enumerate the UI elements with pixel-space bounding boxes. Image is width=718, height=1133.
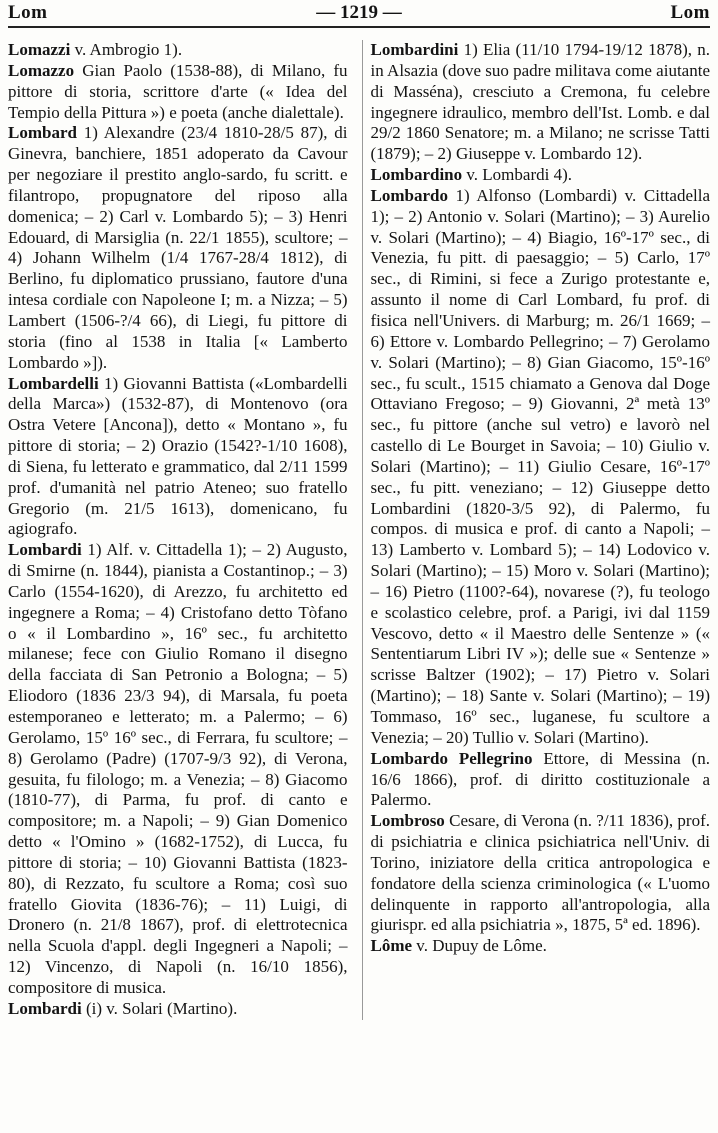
entry-text: 1) Alexandre (23/4 1810-28/5 87), di Ginevra, banchiere, 1851 adoperato da Cavour per negoziare il prestito anglo-sardo, fu scritt. e filantropo, propugnatore del riposo alla domenica; – 2) Carl v. Lombardo 5); – 3) Henri Edouard, di Marsiglia (n. 22/1 1855), scultore; – 4) Johann Wilhelm (1/4 1767-28/4 1812), di Berlino, fu diplomatico prussiano, fautore d'una intesa cordiale con Napoleone I; m. a Nizza; – 5) Lambert (1506-?/4 66), di Liegi, fu pittore di storia (fino al 1538 in Italia [« Lamberto Lombardo »]). (8, 123, 348, 372)
entry-headword: Lombard (8, 123, 77, 143)
entry-text: v. Lombardi 4). (462, 165, 572, 185)
entry-headword: Lombardelli (8, 373, 99, 393)
entry (8, 999, 348, 1020)
page-header (8, 0, 710, 28)
entry-text: 1) Elia (11/10 1794-19/12 1878), n. in Alsazia (dove suo padre militava come aiutante di Masséna), cresciuto a Cremona, fu celebre ingegnere idraulico, membro dell'Ist. Lomb. e dal 29/2 1860 Senatore; m. a Milano; ne scrisse Tatti (1879); – 2) Giuseppe v. Lombardo 12). (370, 40, 710, 164)
entry-headword: Lombardo Pellegrino (370, 748, 533, 768)
entry-text: 1) Alfonso (Lombardi) v. Cittadella 1); – 2) Antonio v. Solari (Martino); – 3) Aurelio v. Solari (Martino); – 4) Biagio, 16º-17º sec., di Venezia, fu pitt. di paesaggio; – 5) Carlo, 17º sec., di Rimini, si fece a Zurigo protestante e, assunto il nome di Carl Lombard, fu prof. di fisica nell'Univers. di Marburg; m. 26/1 1669; – 6) Ettore v. Lombardo Pellegrino; – 7) Gerolamo v. Solari (Martino); – 8) Gian Giacomo, 15º-16º sec., fu scult., 1515 chiamato a Genova dal Doge Ottaviano Fregoso; – 9) Giovanni, 2ª metà 13º sec., fu pittore (anche sul vetro) e lavorò nel castello di Le Bourget in Savoia; – 10) Giulio v. Solari (Martino); – 11) Giulio Cesare, 16º-17º sec., fu pitt. veneziano; – 12) Giuseppe detto Lombardini (1820-3/5 92), di Palermo, fu compos. di musica e prof. di canto a Napoli; – 13) Lamberto v. Lombard 5); – 14) Lodovico v. Solari (Martino); – 15) Moro v. Solari (Martino); – 16) Pietro (1100?-64), novarese (?), fu teologo e scolastico celebre, prof. a Parigi, ivi dal 1159 Vescovo, detto « il Maestro delle Sentenze » (« Sententiarum Libri IV »); delle sue « Sentenze » scrisse Baltzer (1902); – 17) Pietro v. Solari (Martino); – 18) Sante v. Solari (Martino); – 19) Tommaso, 16º sec., luganese, fu scultore a Venezia; – 20) Tullio v. Solari (Martino). (370, 185, 710, 747)
entry (371, 936, 711, 957)
entry-headword: Lombardino (370, 165, 463, 185)
entry-text: Cesare, di Verona (n. ?/11 1836), prof. di psichiatria e clinica psichiatrica nell'Univ. di Torino, iniziatore della critica antropologica e fondatore della scienza criminologica (« L'uomo delinquente in rapporto all'antropologia, alla giurispr. ed alla psichiatria », 1875, 5ª ed. 1896). (370, 811, 710, 935)
entry-text: Gian Paolo (1538-88), di Milano, fu pittore di storia, scrittore d'arte (« Idea del Tempio della Pittura ») e poeta (anche dialettale). (8, 60, 348, 122)
entry-headword: Lombroso (370, 811, 445, 831)
entry-text: v. Dupuy de Lôme. (412, 936, 547, 956)
header-left-headword: Lom (8, 2, 48, 23)
entry (8, 123, 348, 373)
entry (8, 61, 348, 124)
entry-headword: Lomazzo (8, 60, 75, 80)
entry (371, 165, 711, 186)
entry-headword: Lomazzi (8, 40, 71, 59)
entry-text: v. Ambrogio 1). (70, 40, 183, 59)
entry-text: 1) Alf. v. Cittadella 1); – 2) Augusto, di Smirne (n. 1844), pianista a Costantinop.; – 3) Carlo (1554-1620), di Arezzo, fu architetto ed ingegnere a Roma; – 4) Cristofano detto Tòfano o « il Lombardino », 16º sec., fu architetto milanese; fece con Giulio Romano il disegno della facciata di San Petronio a Bologna; – 5) Eliodoro (1836 23/3 94), di Marsala, fu poeta estemporaneo e letterato; m. a Palermo; – 6) Gerolamo, 15º 16º sec., di Ferrara, fu scultore; – 8) Gerolamo (Padre) (1707-9/3 92), di Verona, gesuita, fu filologo; m. a Venezia; – 8) Giacomo (1810-77), di Parma, fu prof. di canto e compositore; m. a Napoli; – 9) Gian Domenico detto « l'Omino » (1682-1752), di Lucca, fu pittore di storia; – 10) Giovanni Battista (1823-80), di Rezzato, fu scultore a Roma; così suo fratello Giovita (1836-76); – 11) Luigi, di Dronero (n. 21/8 1867), prof. di elettrotecnica nella Scuola d'appl. degli Ingegneri a Napoli; – 12) Vincenzo, di Napoli (n. 16/10 1856), compositore di musica. (8, 540, 348, 997)
entry (8, 374, 348, 541)
entry-text: (i) v. Solari (Martino). (81, 998, 238, 1018)
entry (8, 40, 348, 61)
page-number: — 1219 — (316, 2, 402, 23)
entry-headword: Lôme (370, 936, 413, 956)
entry (371, 811, 711, 936)
entry (371, 749, 711, 812)
left-column (8, 40, 348, 1020)
entry (371, 186, 711, 749)
header-right-headword: Lom (670, 2, 710, 23)
text-columns (8, 40, 710, 1020)
right-column (362, 40, 711, 1020)
entry (371, 40, 711, 165)
entry-headword: Lombardi (8, 540, 82, 560)
entry-headword: Lombardi (8, 998, 82, 1018)
entry-text: 1) Giovanni Battista («Lombardelli della Marca») (1532-87), di Montenovo (ora Ostra Vetere [Ancona]), detto « Montano », fu pittore di storia; – 2) Orazio (1542?-1/10 1608), di Siena, fu letterato e grammatico, dal 2/11 1599 prof. d'umanità nel patrio Ateneo; suo fratello Gregorio (m. 21/5 1613), domenicano, fu agiografo. (8, 373, 348, 539)
entry-text: Ettore, di Messina (n. 16/6 1866), prof. di diritto costituzionale a Palermo. (370, 748, 710, 810)
entry-headword: Lombardo (370, 185, 448, 205)
entry (8, 540, 348, 999)
entry-headword: Lombardini (370, 40, 459, 59)
